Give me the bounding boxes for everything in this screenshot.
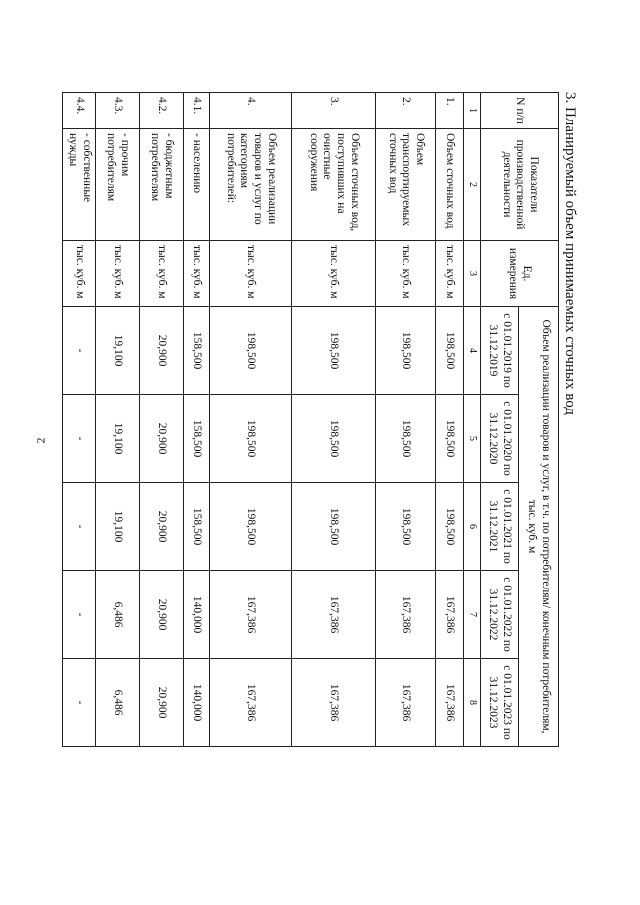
- table-row: [436, 93, 464, 747]
- table-row: [292, 93, 376, 747]
- column-number: 2: [464, 129, 481, 241]
- row-value: 198,500: [292, 307, 376, 395]
- row-name: Объем транспортируемых сточных вод: [376, 129, 436, 241]
- header-period-2022: с 01.01.2022 по 31.12.2022: [481, 571, 519, 659]
- header-period-2019: с 01.01.2019 по 31.12.2019: [481, 307, 519, 395]
- row-unit: тыс. куб. м: [210, 241, 292, 307]
- row-unit: тыс. куб. м: [436, 241, 464, 307]
- row-value: 6,486: [96, 659, 140, 747]
- row-number: 3.: [292, 93, 376, 129]
- row-value: 158,500: [184, 307, 210, 395]
- row-value: 198,500: [376, 307, 436, 395]
- row-value: -: [63, 307, 96, 395]
- row-value: 6,486: [96, 571, 140, 659]
- row-unit: тыс. куб. м: [184, 241, 210, 307]
- row-unit: тыс. куб. м: [96, 241, 140, 307]
- row-value: 19,100: [96, 307, 140, 395]
- row-value: 167,386: [376, 571, 436, 659]
- row-value: 167,386: [292, 571, 376, 659]
- row-name: Объем реализации товаров и услуг по категориям потребителей:: [210, 129, 292, 241]
- page-number: 2: [33, 437, 48, 444]
- row-name: - бюджетным потребителям: [140, 129, 184, 241]
- row-value: 167,386: [436, 659, 464, 747]
- row-name: - населению: [184, 129, 210, 241]
- row-value: 19,100: [96, 395, 140, 483]
- row-number: 2.: [376, 93, 436, 129]
- column-number: 6: [464, 483, 481, 571]
- row-name: Объем сточных вод: [436, 129, 464, 241]
- row-unit: тыс. куб. м: [292, 241, 376, 307]
- row-name: Объем сточных вод, поступивших на очистные сооружения: [292, 129, 376, 241]
- column-number: 3: [464, 241, 481, 307]
- row-value: 167,386: [376, 659, 436, 747]
- row-number: 4.3.: [96, 93, 140, 129]
- column-number: 8: [464, 659, 481, 747]
- row-value: 158,500: [184, 483, 210, 571]
- header-n: N п/п: [481, 93, 559, 129]
- column-number: 1: [464, 93, 481, 129]
- row-number: 4.2.: [140, 93, 184, 129]
- row-number: 4.4.: [63, 93, 96, 129]
- row-value: 19,100: [96, 483, 140, 571]
- row-name: - собственные нужды: [63, 129, 96, 241]
- row-unit: тыс. куб. м: [63, 241, 96, 307]
- table-row: [210, 93, 292, 747]
- row-value: 20,900: [140, 307, 184, 395]
- header-row: [519, 93, 559, 747]
- row-number: 1.: [436, 93, 464, 129]
- row-value: 198,500: [376, 483, 436, 571]
- row-value: 198,500: [292, 395, 376, 483]
- row-value: 167,386: [292, 659, 376, 747]
- row-number: 4.: [210, 93, 292, 129]
- row-value: 198,500: [210, 395, 292, 483]
- column-number: 4: [464, 307, 481, 395]
- table-row: [63, 93, 96, 747]
- row-unit: тыс. куб. м: [376, 241, 436, 307]
- row-value: -: [63, 483, 96, 571]
- sewage-volume-table: [62, 92, 559, 747]
- header-period-2023: с 01.01.2023 по 31.12.2023: [481, 659, 519, 747]
- row-value: 198,500: [210, 483, 292, 571]
- row-value: 198,500: [436, 395, 464, 483]
- row-value: 198,500: [436, 307, 464, 395]
- table-row: [376, 93, 436, 747]
- header-volume-group: Объем реализации товаров и услуг, в т.ч. по потребителям/ конечным потребителям, тыс. куб. м: [519, 307, 559, 747]
- header-period-2021: с 01.01.2021 по 31.12.2021: [481, 483, 519, 571]
- row-value: 158,500: [184, 395, 210, 483]
- row-value: 198,500: [376, 395, 436, 483]
- header-period-2020: с 01.01.2020 по 31.12.2020: [481, 395, 519, 483]
- row-unit: тыс. куб. м: [140, 241, 184, 307]
- row-value: 20,900: [140, 659, 184, 747]
- row-value: -: [63, 659, 96, 747]
- table-row: [184, 93, 210, 747]
- column-number: 7: [464, 571, 481, 659]
- row-value: 167,386: [436, 571, 464, 659]
- row-value: 20,900: [140, 395, 184, 483]
- row-name: - прочим потребителям: [96, 129, 140, 241]
- row-value: 20,900: [140, 483, 184, 571]
- row-value: 140,000: [184, 571, 210, 659]
- table-row: [96, 93, 140, 747]
- table-row: [140, 93, 184, 747]
- row-value: 198,500: [210, 307, 292, 395]
- section-title: 3. Планируемый объем принимаемых сточных вод: [562, 92, 578, 415]
- row-value: 167,386: [210, 571, 292, 659]
- row-value: 198,500: [292, 483, 376, 571]
- row-value: -: [63, 395, 96, 483]
- row-value: 167,386: [210, 659, 292, 747]
- row-value: 198,500: [436, 483, 464, 571]
- row-value: 20,900: [140, 571, 184, 659]
- row-value: 140,000: [184, 659, 210, 747]
- column-number: 5: [464, 395, 481, 483]
- column-numbers-row: [464, 93, 481, 747]
- header-indicator: Показатели производственной деятельности: [481, 129, 559, 241]
- header-unit: Ед. измерения: [481, 241, 559, 307]
- row-value: -: [63, 571, 96, 659]
- row-number: 4.1.: [184, 93, 210, 129]
